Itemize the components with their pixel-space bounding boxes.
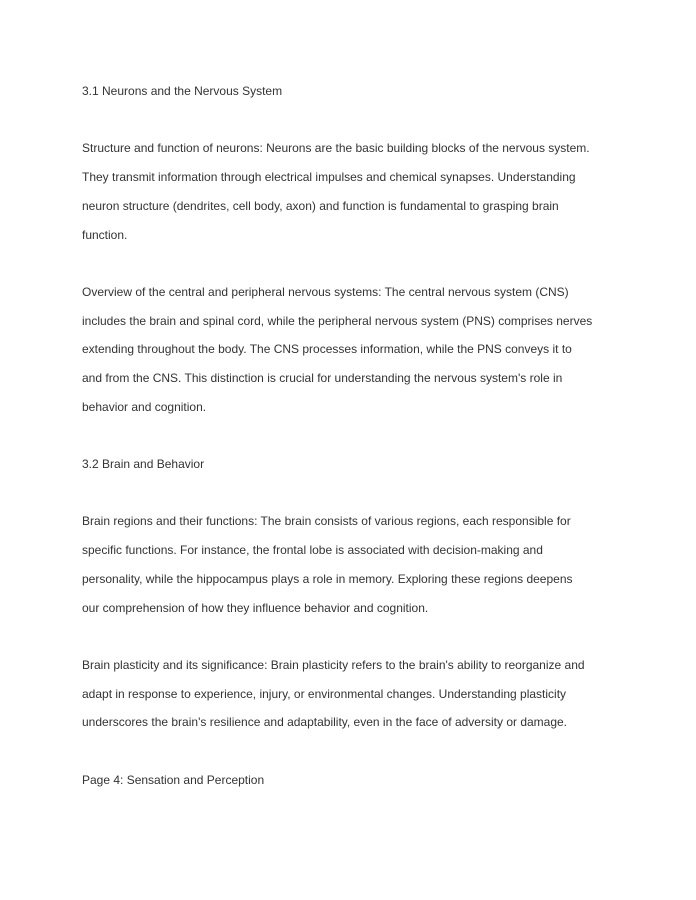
text-line: adapt in response to experience, injury, or environmental changes. Understanding plasticity bbox=[82, 686, 567, 701]
text-line: includes the brain and spinal cord, while the peripheral nervous system (PNS) comprises nerves bbox=[82, 313, 593, 328]
text-line: specific functions. For instance, the frontal lobe is associated with decision-making and bbox=[82, 543, 543, 558]
text-line: Brain regions and their functions: The brain consists of various regions, each responsible for bbox=[82, 514, 571, 529]
paragraph bbox=[82, 507, 616, 622]
paragraph bbox=[82, 278, 616, 422]
document-page bbox=[82, 77, 616, 794]
text-line: Page 4: Sensation and Perception bbox=[82, 772, 265, 787]
text-line: underscores the brain's resilience and adaptability, even in the face of adversity or damage. bbox=[82, 715, 568, 730]
paragraph bbox=[82, 651, 616, 737]
text-line: and from the CNS. This distinction is crucial for understanding the nervous system's role in bbox=[82, 371, 563, 385]
text-line: neuron structure (dendrites, cell body, axon) and function is fundamental to grasping brain bbox=[82, 198, 559, 213]
text-line: extending throughout the body. The CNS processes information, while the PNS conveys it to bbox=[82, 342, 572, 357]
text-line: Structure and function of neurons: Neurons are the basic building blocks of the nervous system. bbox=[82, 141, 590, 156]
text-line: Overview of the central and peripheral nervous systems: The central nervous system (CNS) bbox=[82, 284, 569, 299]
text-line: Brain plasticity and its significance: Brain plasticity refers to the brain's ability to reorganize and bbox=[82, 657, 585, 672]
section-heading bbox=[82, 766, 616, 795]
paragraph bbox=[82, 134, 616, 249]
section-heading bbox=[82, 450, 616, 479]
text-line: function. bbox=[82, 227, 128, 242]
text-line: They transmit information through electrical impulses and chemical synapses. Understanding bbox=[82, 170, 576, 185]
text-line: 3.1 Neurons and the Nervous System bbox=[82, 84, 283, 98]
section-heading bbox=[82, 77, 616, 106]
text-line: personality, while the hippocampus plays a role in memory. Exploring these regions deepens bbox=[82, 571, 573, 586]
text-line: behavior and cognition. bbox=[82, 399, 207, 414]
text-line: our comprehension of how they influence behavior and cognition. bbox=[82, 600, 429, 615]
text-line: 3.2 Brain and Behavior bbox=[82, 457, 205, 472]
